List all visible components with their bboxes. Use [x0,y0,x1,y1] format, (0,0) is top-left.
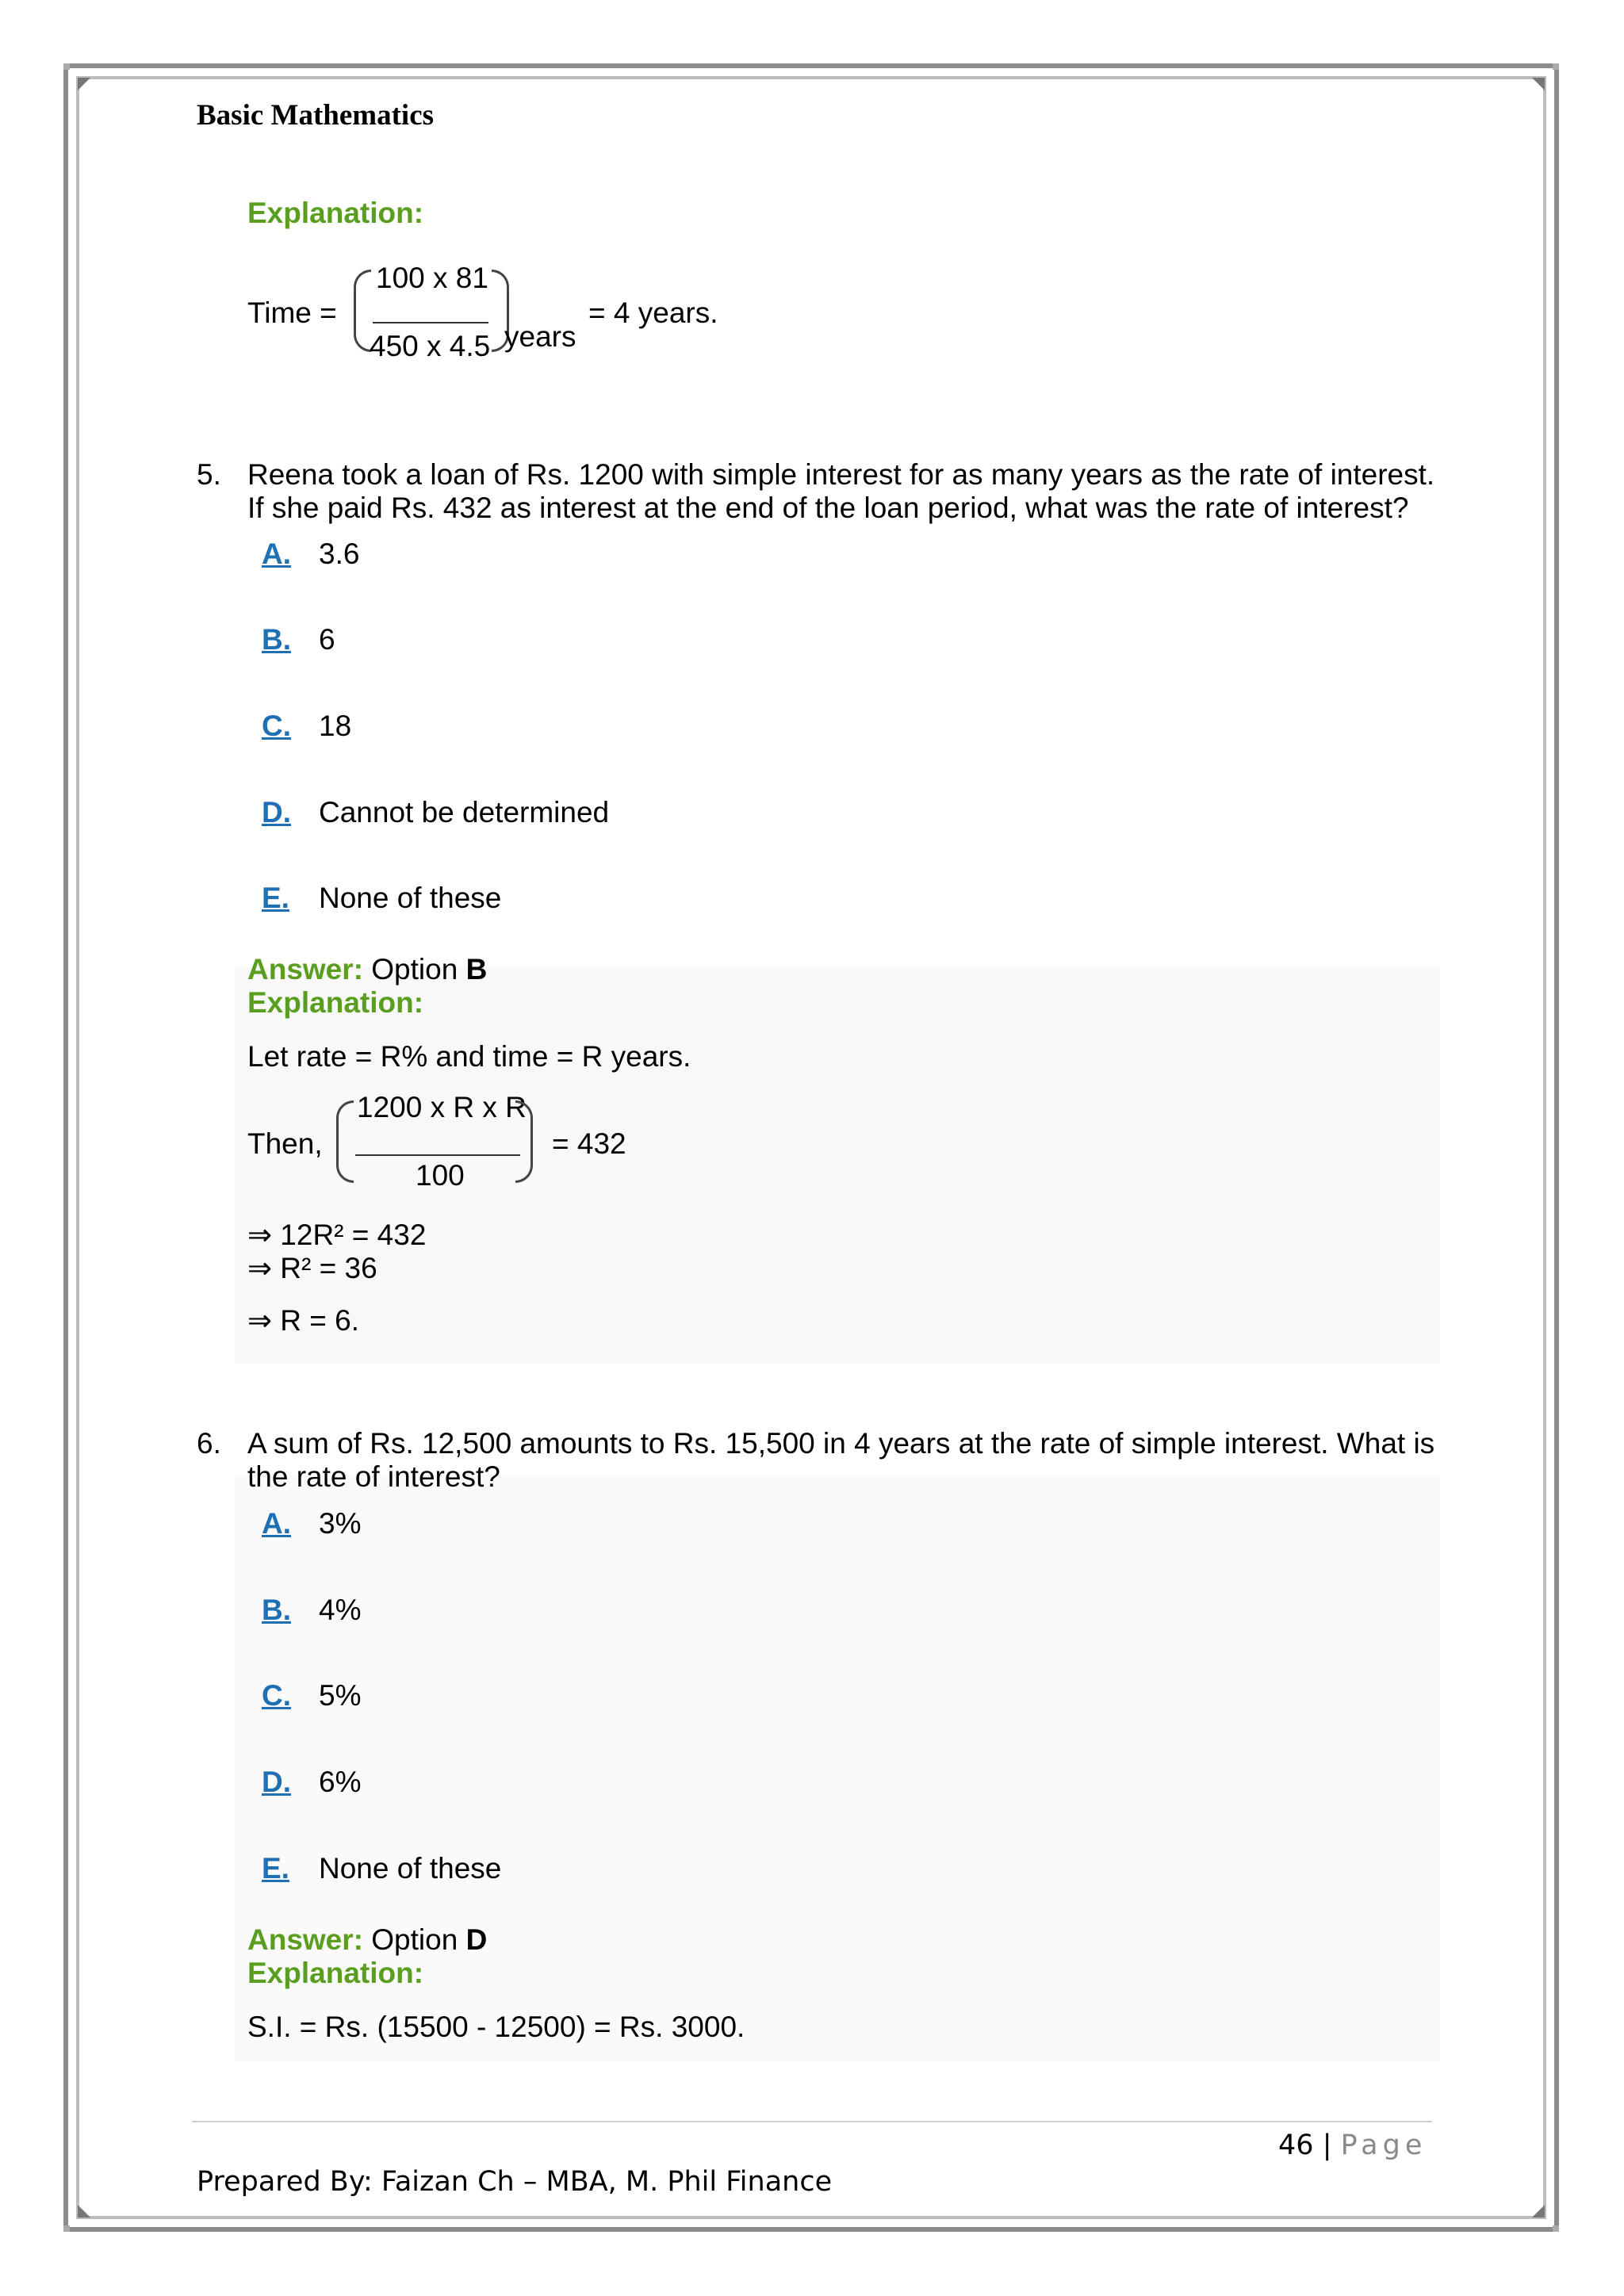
answer-line [247,1923,487,1957]
option-d-value: 6% [319,1766,362,1798]
page-number-line [1278,2130,1427,2161]
implies-icon: ⇒ [247,1219,273,1251]
option-d-link[interactable]: D. [262,1766,291,1798]
answer-text: Option [371,1923,458,1956]
corner-ornament [1532,78,1545,90]
prepared-by: Prepared By: Faizan Ch – MBA, M. Phil Finance [197,2166,833,2198]
result-text: = 4 years. [588,297,718,329]
implies-icon: ⇒ [247,1304,273,1337]
page-separator: | [1322,2130,1332,2161]
header-title: Basic Mathematics [197,99,435,132]
implies-icon: ⇒ [247,1252,273,1284]
explanation-label: Explanation: [247,1957,424,1989]
question-text-line: Reena took a loan of Rs. 1200 with simple interest for as many years as the rate of interest. [247,458,1435,491]
explanation-label: Explanation: [247,986,424,1019]
option-c-link[interactable]: C. [262,1679,291,1712]
equation-result: = 432 [552,1127,626,1160]
fraction-bar [373,322,488,323]
corner-ornament [78,2205,90,2218]
footer-divider [192,2121,1432,2122]
frame-tick [1553,63,1559,70]
option-a-link[interactable]: A. [262,1507,291,1540]
page-label: Page [1340,2130,1427,2161]
option-c-link[interactable]: C. [262,710,291,742]
answer-option: B [465,953,488,985]
option-a-value: 3.6 [319,538,360,570]
option-b-link[interactable]: B. [262,1594,291,1626]
option-e-link[interactable]: E. [262,1852,289,1885]
option-b-value: 6 [319,623,335,656]
explanation-line: S.I. = Rs. (15500 - 12500) = Rs. 3000. [247,2011,745,2043]
page-number: 46 [1278,2130,1314,2161]
step-line: ⇒ R = 6. [247,1304,360,1337]
fraction-denominator: 100 [416,1159,465,1192]
question-text-line: A sum of Rs. 12,500 amounts to Rs. 15,500 in 4 years at the rate of simple interest. What is [247,1427,1435,1460]
then-label: Then, [247,1127,323,1160]
fraction-numerator: 100 x 81 [376,262,488,294]
corner-ornament [78,78,90,90]
option-e-value: None of these [319,882,502,914]
right-paren [515,1100,533,1183]
option-b-link[interactable]: B. [262,623,291,656]
explanation-line: Let rate = R% and time = R years. [247,1040,691,1073]
option-e-link[interactable]: E. [262,882,289,914]
time-label: Time = [247,297,337,329]
fraction-bar [355,1154,520,1156]
left-paren [336,1100,354,1183]
unit-label: years [504,320,576,353]
option-a-value: 3% [319,1507,362,1540]
option-a-link[interactable]: A. [262,538,291,570]
step-line: ⇒ R² = 36 [247,1252,377,1284]
fraction-numerator: 1200 x R x R [357,1091,527,1123]
question-number: 5. [197,458,221,491]
question-text-line: If she paid Rs. 432 as interest at the end of the loan period, what was the rate of interest? [247,492,1409,524]
corner-ornament [1532,2205,1545,2218]
question-number: 6. [197,1427,221,1460]
question-text-line: the rate of interest? [247,1460,500,1493]
answer-label: Answer: [247,953,363,985]
option-d-link[interactable]: D. [262,796,291,828]
option-e-value: None of these [319,1852,502,1885]
left-paren [354,270,371,352]
answer-option: D [465,1923,488,1956]
fraction-denominator: 450 x 4.5 [370,330,491,362]
answer-label: Answer: [247,1923,363,1956]
option-c-value: 5% [319,1679,362,1712]
frame-tick [1553,2225,1559,2232]
option-c-value: 18 [319,710,352,742]
explanation-label: Explanation: [247,197,424,229]
option-d-value: Cannot be determined [319,796,610,828]
frame-tick [63,63,70,70]
frame-tick [63,2225,70,2232]
step-line: ⇒ 12R² = 432 [247,1219,427,1251]
option-b-value: 4% [319,1594,362,1626]
answer-text: Option [371,953,458,985]
answer-line [247,953,487,986]
